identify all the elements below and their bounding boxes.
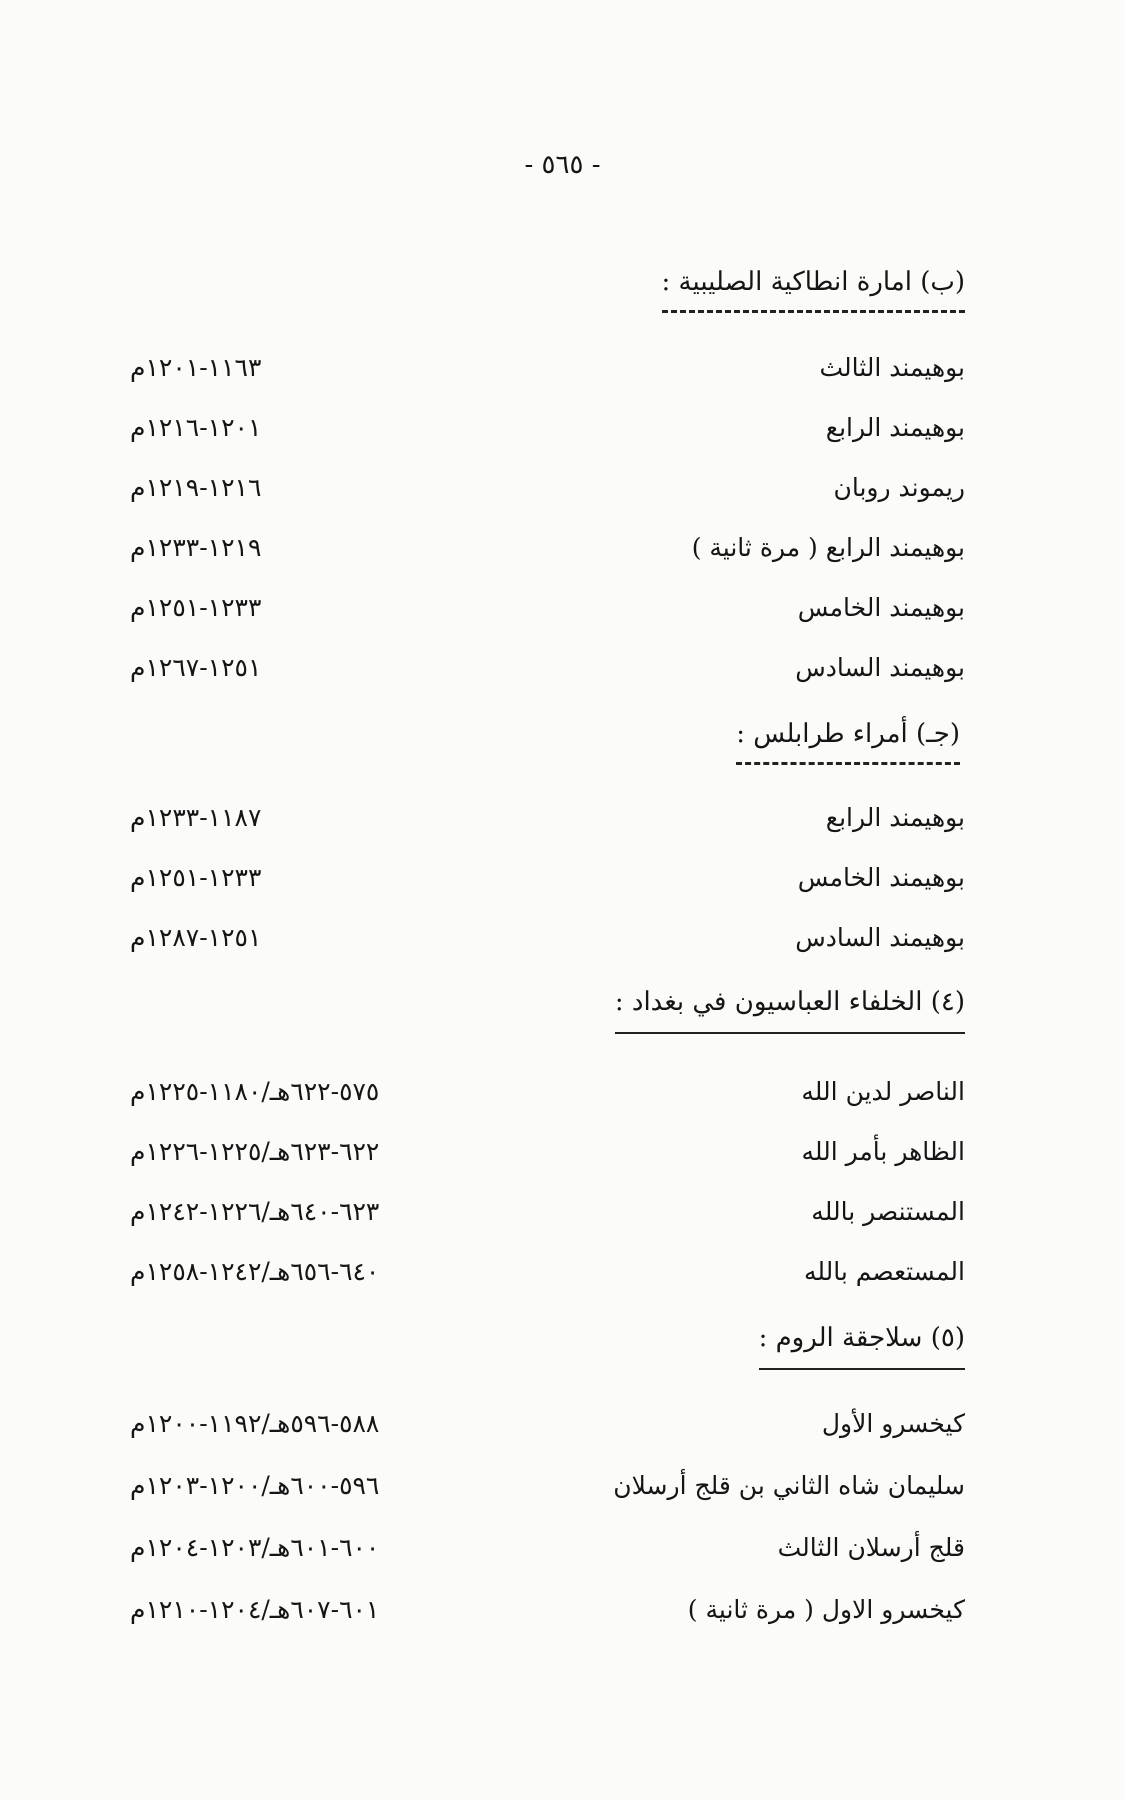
reign-years: ٦٢٣-٦٤٠هـ/١٢٢٦-١٢٤٢م <box>130 1197 380 1226</box>
ruler-name: قلج أرسلان الثالث <box>777 1533 965 1562</box>
reign-years: ١٢١٦-١٢١٩م <box>130 473 262 502</box>
list-item <box>0 1526 1125 1570</box>
section-heading-tripoli: (جـ) أمراء طرابلس : <box>736 714 960 765</box>
ruler-name: المستنصر بالله <box>811 1197 965 1226</box>
list-item <box>0 856 1125 900</box>
ruler-name: المستعصم بالله <box>803 1257 965 1286</box>
reign-years: ١٢٣٣-١٢٥١م <box>130 593 262 622</box>
list-item <box>0 1070 1125 1114</box>
list-item <box>0 586 1125 630</box>
reign-years: ١٢٣٣-١٢٥١م <box>130 863 262 892</box>
ruler-name: بوهيمند الرابع <box>825 803 965 832</box>
list-item <box>0 526 1125 570</box>
ruler-name: الناصر لدين الله <box>801 1077 965 1106</box>
list-item <box>0 1588 1125 1632</box>
list-item <box>0 796 1125 840</box>
list-item <box>0 466 1125 510</box>
list-item <box>0 1130 1125 1174</box>
list-item <box>0 1402 1125 1446</box>
reign-years: ٦٠٠-٦٠١هـ/١٢٠٣-١٢٠٤م <box>130 1533 380 1562</box>
reign-years: ٥٩٦-٦٠٠هـ/١٢٠٠-١٢٠٣م <box>130 1471 380 1500</box>
list-item <box>0 916 1125 960</box>
ruler-name: كيخسرو الأول <box>821 1409 965 1438</box>
ruler-name: بوهيمند الخامس <box>797 863 965 892</box>
reign-years: ١٢٥١-١٢٨٧م <box>130 923 262 952</box>
ruler-name: بوهيمند الرابع <box>825 413 965 442</box>
reign-years: ٦٢٢-٦٢٣هـ/١٢٢٥-١٢٢٦م <box>130 1137 380 1166</box>
ruler-name: الظاهر بأمر الله <box>801 1137 965 1166</box>
reign-years: ١٢١٩-١٢٣٣م <box>130 533 262 562</box>
reign-years: ٦٠١-٦٠٧هـ/١٢٠٤-١٢١٠م <box>130 1595 380 1624</box>
ruler-name: بوهيمند السادس <box>795 653 965 682</box>
reign-years: ٥٧٥-٦٢٢هـ/١١٨٠-١٢٢٥م <box>130 1077 380 1106</box>
list-item <box>0 1190 1125 1234</box>
ruler-name: بوهيمند الرابع ( مرة ثانية ) <box>691 533 965 562</box>
list-item <box>0 406 1125 450</box>
list-item <box>0 1464 1125 1508</box>
ruler-name: بوهيمند السادس <box>795 923 965 952</box>
reign-years: ١٢٠١-١٢١٦م <box>130 413 262 442</box>
page-number: - ٥٦٥ - <box>524 150 601 180</box>
reign-years: ٥٨٨-٥٩٦هـ/١١٩٢-١٢٠٠م <box>130 1409 380 1438</box>
reign-years: ٦٤٠-٦٥٦هـ/١٢٤٢-١٢٥٨م <box>130 1257 380 1286</box>
ruler-name: ريموند روبان <box>833 473 965 502</box>
section-heading-seljuks: (٥) سلاجقة الروم : <box>759 1318 965 1370</box>
list-item <box>0 346 1125 390</box>
reign-years: ١١٨٧-١٢٣٣م <box>130 803 262 832</box>
ruler-name: كيخسرو الاول ( مرة ثانية ) <box>687 1595 965 1624</box>
list-item <box>0 1250 1125 1294</box>
ruler-name: سليمان شاه الثاني بن قلج أرسلان <box>613 1471 965 1500</box>
reign-years: ١١٦٣-١٢٠١م <box>130 353 262 382</box>
section-heading-antioch: (ب) امارة انطاكية الصليبية : <box>662 262 965 313</box>
ruler-name: بوهيمند الخامس <box>797 593 965 622</box>
ruler-name: بوهيمند الثالث <box>819 353 965 382</box>
reign-years: ١٢٥١-١٢٦٧م <box>130 653 262 682</box>
list-item <box>0 646 1125 690</box>
section-heading-abbasid: (٤) الخلفاء العباسيون في بغداد : <box>615 982 965 1034</box>
